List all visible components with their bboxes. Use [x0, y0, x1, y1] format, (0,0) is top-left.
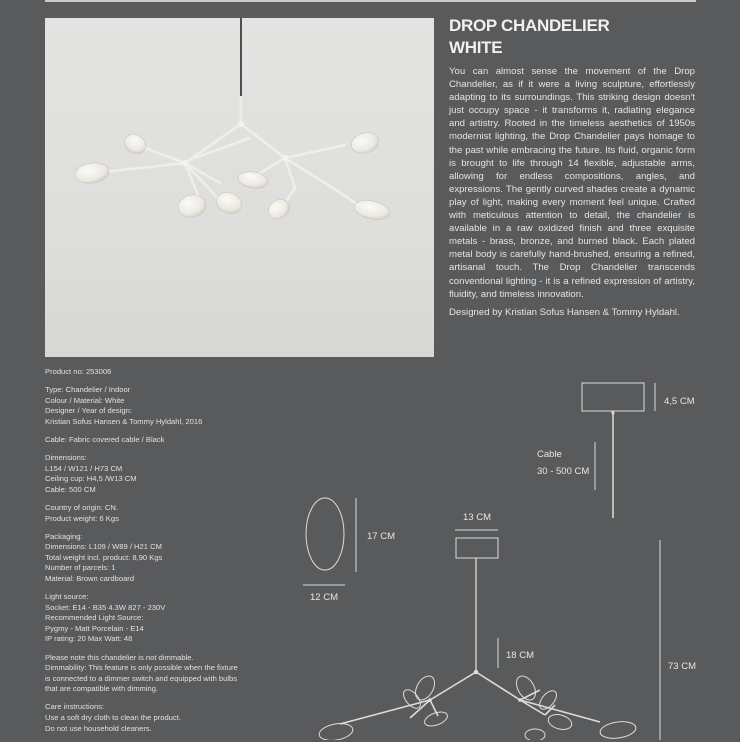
spec-line: Product weight: 6 Kgs [45, 513, 119, 523]
top-rule [45, 0, 696, 2]
chandelier-illustration [45, 18, 434, 357]
spec-line: Do not use household cleaners. [45, 723, 152, 733]
ceiling-cup-drawing [582, 383, 644, 411]
spec-line: Kristian Sofus Hansen & Tommy Hyldahl, 2016 [45, 416, 203, 426]
spec-line: Cable: Fabric covered cable / Black [45, 434, 165, 444]
spec-line: Dimmability: This feature is only possible when the fixture [45, 663, 238, 673]
spec-line: Packaging: [45, 531, 83, 541]
cable-range-label: 30 - 500 CM [537, 466, 590, 477]
spec-line: L154 / W121 / H73 CM [45, 463, 123, 473]
shade-drawing [306, 498, 344, 570]
product-description: You can almost sense the movement of the Drop Chandelier, as if it were a living sculpture, effortlessly adapting to its surroundings. This striking design doesn't just occupy space - it transforms it, radiating elegance and artistry. Rooted in the timeless aesthetics of 1950s modernist lighting, the Drop Chandelier pays homage to the past while embracing the future. Its fluid, organic form is brought to life through 14 flexible, adjustable arms, allowing for endless compositions, angles, and expressions. The gently curved shades create a dynamic play of light, making every moment feel unique. Crafted with meticulous attention to detail, the chandelier is available in a raw oxidized finish and three exquisite metals - brass, bronze, and burned black. Each plated metal body is carefully hand-brushed, ensuring a refined, artisanal touch. The Drop Chandelier transcends conventional lighting - it is a refined expression of artistry, fluidity, and timeless innovation. [449, 66, 695, 300]
spec-line: that are compatible with dimming. [45, 684, 159, 694]
spec-line: Please note this chandelier is not dimmable. [45, 652, 194, 662]
designer-credit: Designed by Kristian Sofus Hansen & Tommy Hyldahl. [449, 307, 680, 318]
spec-line: Country of origin: CN. [45, 502, 119, 512]
chandelier-shades-drawing [318, 673, 637, 740]
total-height-label: 73 CM [668, 661, 696, 672]
spec-line: Care instructions: [45, 702, 105, 712]
product-title [449, 15, 609, 59]
spec-line: Socket: E14 - B35 4.3W 827 - 230V [45, 602, 166, 612]
shade-height-label: 17 CM [367, 531, 395, 542]
cup-width-label: 13 CM [463, 512, 491, 523]
spec-line: Cable: 500 CM [45, 484, 96, 494]
chandelier-arms-drawing [340, 672, 600, 724]
title-line-2: WHITE [449, 38, 503, 57]
spec-line: Material: Brown cardboard [45, 574, 135, 583]
spec-line: IP rating: 20 Max Watt: 48 [45, 634, 133, 644]
spec-line: Product no: 253006 [45, 367, 112, 376]
spec-line: Use a soft dry cloth to clean the product. [45, 713, 181, 723]
spec-line: Dimensions: [45, 453, 87, 463]
spec-line: Light source: [45, 592, 89, 602]
title-line-1: DROP CHANDELIER [449, 16, 610, 35]
spec-line: is connected to a dimmer switch and equipped with bulbs [45, 673, 238, 683]
spec-line: Designer / Year of design: [45, 406, 132, 416]
body-height-label: 18 CM [506, 650, 534, 661]
spec-line: Number of parcels: 1 [45, 563, 116, 573]
lower-cup-drawing [456, 538, 498, 558]
shade-width-label: 12 CM [310, 592, 338, 603]
spec-line: Total weight incl. product: 8,90 Kgs [45, 552, 163, 562]
spec-line: Colour / Material: White [45, 395, 125, 405]
spec-line: Pygmy - Matt Porcelain - E14 [45, 623, 144, 633]
spec-line: Ceiling cup: H4,5 /W13 CM [45, 474, 137, 484]
cup-height-label: 4,5 CM [664, 396, 695, 407]
dimension-drawing [0, 360, 740, 740]
spec-line: Type: Chandelier / Indoor [45, 385, 131, 395]
product-photo [45, 18, 434, 357]
cable-label: Cable [537, 449, 562, 460]
spec-line: Recommended Light Source: [45, 613, 144, 623]
spec-line: Dimensions: L109 / W89 / H21 CM [45, 542, 162, 552]
